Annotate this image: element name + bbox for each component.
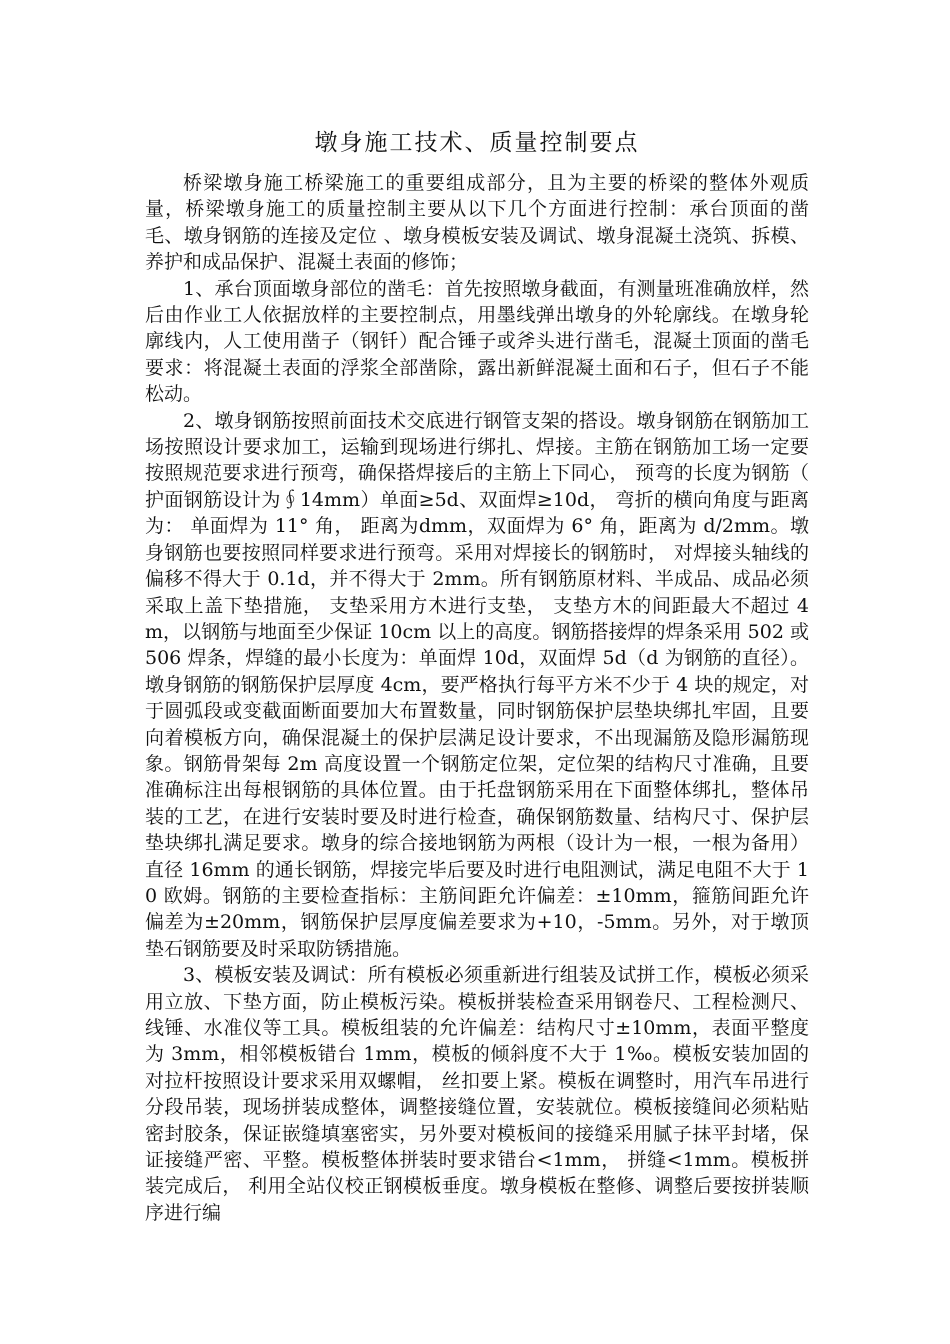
section-1-paragraph: 1、承台顶面墩身部位的凿毛：首先按照墩身截面，有测量班准确放样，然后由作业工人依据放样的主要控制点，用墨线弹出墩身的外轮廓线。在墩身轮廓线内，人工使用凿子（钢钎）配合锤子或斧头进行凿毛，混凝土顶面的凿毛要求：将混凝土表面的浮浆全部凿除，露出新鲜混凝土面和石子，但石子不能松动。 bbox=[145, 277, 809, 406]
section-3-paragraph: 3、模板安装及调试：所有模板必须重新进行组装及试拼工作，模板必须采用立放、下垫方面，防止模板污染。模板拼装检查采用钢卷尺、工程检测尺、线锤、水准仪等工具。模板组装的允许偏差：结构尺寸±10mm，表面平整度为 3mm，相邻模板错台 1mm，模板的倾斜度不大于 1‰。模板安装加固的对拉杆按照设计要求采用双螺帽， 丝扣要上紧。模板在调整时，用汽车吊进行分段吊装，现场拼装成整体，调整接缝位置，安装就位。模板接缝间必须粘贴密封胶条，保证嵌缝填塞密实，另外要对模板间的接缝采用腻子抹平封堵，保证接缝严密、平整。模板整体拼装时要求错台<1mm， 拼缝<1mm。模板拼装完成后， 利用全站仪校正钢模板垂度。墩身模板在整修、调整后要按拼装顺序进行编 bbox=[145, 964, 809, 1224]
section-2-paragraph: 2、墩身钢筋按照前面技术交底进行钢管支架的搭设。墩身钢筋在钢筋加工场按照设计要求加工，运输到现场进行绑扎、焊接。主筋在钢筋加工场一定要按照规范要求进行预弯，确保搭焊接后的主筋上下同心， 预弯的长度为钢筋（ 护面钢筋设计为∮14mm）单面≥5d、双面焊≥10d， 弯折的横向角度与距离为： 单面焊为 11° 角， 距离为dmm，双面焊为 6° 角，距离为 d/2mm。墩身钢筋也要按照同样要求进行预弯。采用对焊接长的钢筋时， 对焊接头轴线的偏移不得大于 0.1d，并不得大于 2mm。所有钢筋原材料、半成品、成品必须采取上盖下垫措施， 支垫采用方木进行支垫， 支垫方木的间距最大不超过 4m，以钢筋与地面至少保证 10cm 以上的高度。钢筋搭接焊的焊条采用 502 或 506 焊条，焊缝的最小长度为：单面焊 10d，双面焊 5d（d 为钢筋的直径）。墩身钢筋的钢筋保护层厚度 4cm，要严格执行每平方米不少于 4 块的规定，对于圆弧段或变截面断面要加大布置数量，同时钢筋保护层垫块绑扎牢固，且要向着模板方向，确保混凝土的保护层满足设计要求，不出现漏筋及隐形漏筋现象。钢筋骨架每 2m 高度设置一个钢筋定位架，定位架的结构尺寸准确，且要准确标注出每根钢筋的具体位置。由于托盘钢筋采用在下面整体绑扎，整体吊装的工艺，在进行安装时要及时进行检查，确保钢筋数量、结构尺寸、保护层垫块绑扎满足要求。墩身的综合接地钢筋为两根（设计为一根，一根为备用）直径 16mm 的通长钢筋，焊接完毕后要及时进行电阻测试，满足电阻不大于 10 欧姆。钢筋的主要检查指标：主筋间距允许偏差：±10mm，箍筋间距允许偏差为±20mm，钢筋保护层厚度偏差要求为+10，-5mm。另外，对于墩顶垫石钢筋要及时采取防锈措施。 bbox=[145, 409, 809, 960]
document-page bbox=[145, 128, 809, 1226]
intro-paragraph: 桥梁墩身施工桥梁施工的重要组成部分，且为主要的桥梁的整体外观质量，桥梁墩身施工的质量控制主要从以下几个方面进行控制：承台顶面的凿毛、墩身钢筋的连接及定位 、墩身模板安装及调试、墩身混凝土浇筑、拆模、养护和成品保护、混凝土表面的修饰； bbox=[145, 172, 809, 274]
document-title: 墩身施工技术、质量控制要点 bbox=[314, 130, 640, 156]
